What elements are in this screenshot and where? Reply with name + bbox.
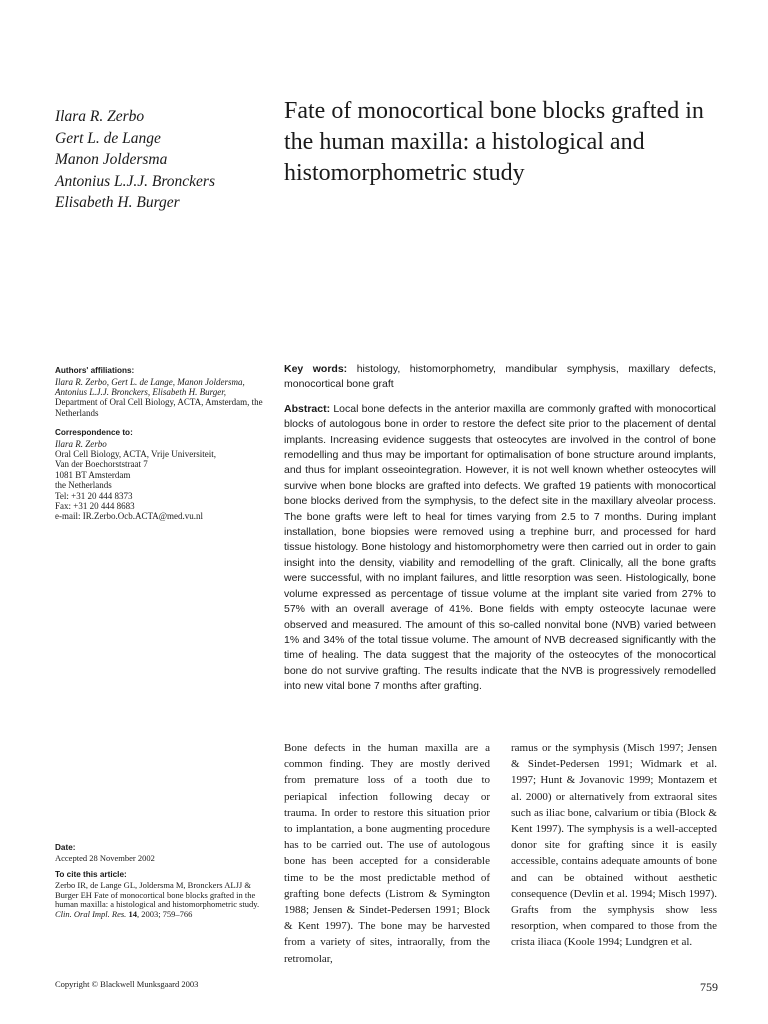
abstract-text: Local bone defects in the anterior maxilla are commonly grafted with monocortical blocks of autologous bone in order to restore the defect site prior to the placement of dental implants. Increasing evidence suggests that osteocytes are involved in the control of bone remodelling and thus may be important for optimalisation of bone structure around implants, and thus for implant osseointegration. However, it is not well known whether osteocytes will survive when bone blocks are grafted into defects. We grafted 19 patients with monocortical bone blocks derived from the symphysis, to the defect site in the maxillary alveolar process. The bone grafts were left to heal for times varying from 2.5 to 7 months. During implant installation, bone biopsies were removed using a trephine burr, and processed for hard tissue histology. Bone histology and histomorphometry were then carried out in order to gain insight into the density, viability and remodelling of the graft. Clinically, all the bone grafts were successful, with no implant failures, and little resorption was seen. Histologically, bone volume expressed as percentage of tissue volume at the implant site varied from 27% to 57% with an overall average of 41%. Bone fields with empty osteocyte lacunae were observed and measured. The amount of this so-called nonvital bone (NVB) varied between 1% and 34% of the total tissue volume. The amount of NVB decreased significantly with the time of healing. The data suggest that the majority of the osteocytes of the monocortical bone do not survive grafting. The results indicate that the NVB is progressively remodelled into new vital bone 7 months after grafting. [284, 402, 717, 693]
cite-journal: Clin. Oral Impl. Res. [55, 909, 127, 920]
author-name: Gert L. de Lange [55, 129, 161, 147]
cite-volume: 14 [128, 909, 137, 920]
author-name: Ilara R. Zerbo [55, 108, 145, 125]
accepted-date: Accepted 28 November 2002 [55, 852, 155, 863]
sidebar-info [55, 366, 267, 532]
keywords-paragraph [284, 362, 716, 393]
affiliation-department: Department of Oral Cell Biology, ACTA, Amsterdam, the Netherlands [55, 397, 263, 418]
affiliations-block [55, 366, 267, 418]
affiliation-names: Ilara R. Zerbo, Gert L. de Lange, Manon Joldersma, Antonius L.J.J. Bronckers, Elisabeth H. Burger, [55, 376, 245, 397]
correspondence-line: Oral Cell Biology, ACTA, Vrije Universiteit, [55, 449, 216, 460]
correspondence-email: e-mail: IR.Zerbo.Ocb.ACTA@med.vu.nl [55, 511, 204, 522]
cite-block [55, 870, 267, 920]
correspondence-line: Van der Boechorststraat 7 [55, 459, 148, 470]
cite-text: Zerbo IR, de Lange GL, Joldersma M, Bronckers ALJJ & Burger EH Fate of monocortical bone blocks grafted in the human maxilla: a histological and histomorphometric study. [55, 879, 260, 910]
correspondence-block [55, 428, 267, 522]
article-title: Fate of monocortical bone blocks grafted in the human maxilla: a histological and histomorphometric study [284, 98, 704, 186]
cite-pages: , 2003; 759–766 [136, 909, 193, 920]
cite-heading: To cite this article: [55, 870, 127, 880]
publication-info [55, 843, 267, 927]
page-number: 759 [700, 980, 718, 994]
author-name: Antonius L.J.J. Bronckers [55, 172, 215, 190]
author-list [55, 106, 265, 214]
author-name: Elisabeth H. Burger [55, 194, 180, 211]
affiliations-heading: Authors' affiliations: [55, 366, 135, 375]
correspondence-line: the Netherlands [55, 480, 112, 491]
body-column-left: Bone defects in the human maxilla are a common finding. They are mostly derived from premature loss of a tooth due to periapical infection following decay or trauma. In order to restore this situation prior to implantation, a bone augmenting procedure has to be carried out. The use of autologous bone has been accepted for a considerable time to be the most predictable method of grafting bone defects (Listrom & Symington 1988; Jensen & Sindet-Pedersen 1991; Block & Kent 1997). The bone may be harvested from a variety of sites, intraorally, from the retromolar, [284, 742, 490, 965]
correspondence-fax: Fax: +31 20 444 8683 [55, 501, 135, 512]
keywords-text: histology, histomorphometry, mandibular symphysis, maxillary defects, monocortical bone graft [284, 363, 716, 391]
correspondence-phone: Tel: +31 20 444 8373 [55, 490, 133, 501]
date-block [55, 843, 267, 863]
date-heading: Date: [55, 843, 76, 852]
correspondence-line: 1081 BT Amsterdam [55, 469, 131, 480]
author-name: Manon Joldersma [55, 151, 168, 168]
abstract-section [284, 362, 716, 695]
abstract-paragraph [284, 402, 716, 695]
body-column-right: ramus or the symphysis (Misch 1997; Jensen & Sindet-Pedersen 1991; Widmark et al. 1997; Hunt & Jovanovic 1999; Montazem et al. 2000) or alternatively from extraoral sites such as iliac bone, calvarium or tibia (Block & Kent 1997). The symphysis is a well-accepted donor site for grafting since it is easily accessible, contains adequate amounts of bone and can be obtained without aesthetic consequence (Devlin et al. 1994; Misch 1997). Grafts from the symphysis show less resorption, when compared to those from the crista iliaca (Koole 1994; Lundgren et al. [511, 742, 717, 949]
copyright-notice: Copyright © Blackwell Munksgaard 2003 [55, 979, 199, 989]
keywords-label: Key words: [284, 363, 348, 375]
correspondence-name: Ilara R. Zerbo [55, 438, 107, 449]
cite-journal-line [55, 910, 267, 920]
correspondence-heading: Correspondence to: [55, 428, 133, 438]
abstract-label: Abstract: [284, 402, 331, 415]
